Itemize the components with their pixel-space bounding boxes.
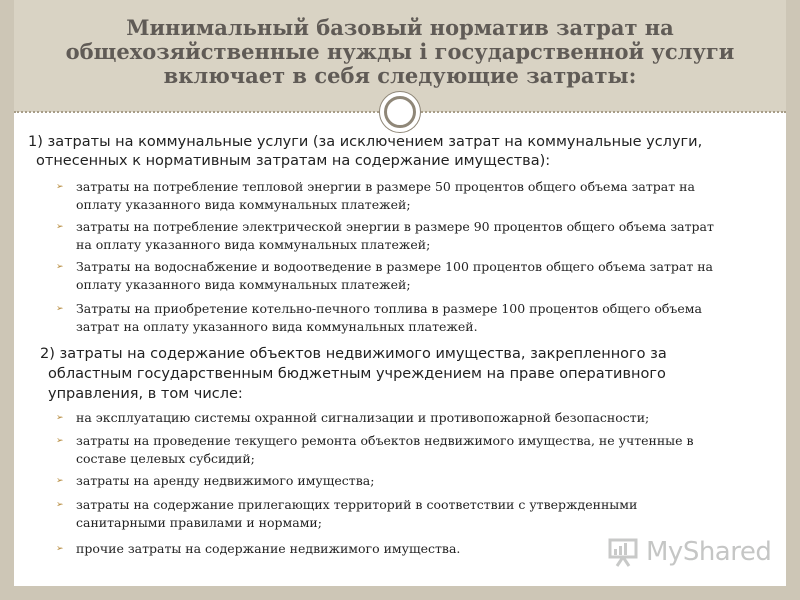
sub-item-line: затраты на содержание прилегающих территорий в соответствии с утвержденными: [76, 497, 638, 512]
sub-item: [56, 432, 694, 468]
list-item-2: [40, 344, 667, 404]
sub-item-line: оплату указанного вида коммунальных платежей;: [76, 277, 411, 292]
sub-item: [56, 300, 702, 336]
circle-ornament-inner: [384, 96, 416, 128]
watermark-text: MyShared: [646, 537, 772, 567]
arrow-bullet-icon: ➢: [56, 304, 64, 314]
list-item-1: [28, 133, 702, 171]
arrow-bullet-icon: ➢: [56, 436, 64, 446]
sub-item-line: затраты на потребление тепловой энергии в размере 50 процентов общего объема затрат на: [76, 179, 695, 194]
arrow-bullet-icon: ➢: [56, 476, 64, 486]
sub-item-line: Затраты на водоснабжение и водоотведение в размере 100 процентов общего объема затрат на: [76, 259, 713, 274]
sub-item: [56, 409, 650, 427]
sub-item-line: затраты на проведение текущего ремонта объектов недвижимого имущества, не учтенные в: [76, 433, 694, 448]
list-item-1-line: 1) затраты на коммунальные услуги (за исключением затрат на коммунальные услуги,: [28, 134, 703, 150]
title-line-1: Минимальный базовый норматив затрат на: [126, 15, 674, 40]
title-line-2: общехозяйственные нужды і государственной услуги: [65, 39, 735, 64]
sub-item: [56, 540, 461, 558]
sub-item-line: Затраты на приобретение котельно-печного топлива в размере 100 процентов общего объема: [76, 301, 702, 316]
sub-item: [56, 178, 695, 214]
sub-item: [56, 472, 375, 490]
title-line-3: включает в себя следующие затраты:: [163, 63, 637, 88]
sub-item-line: на оплату указанного вида коммунальных платежей;: [76, 237, 431, 252]
sub-item-line: на эксплуатацию системы охранной сигнализации и противопожарной безопасности;: [76, 410, 650, 425]
sub-item-line: составе целевых субсидий;: [76, 451, 255, 466]
sub-item: [56, 496, 638, 532]
list-item-2-line: 2) затраты на содержание объектов недвижимого имущества, закрепленного за: [40, 346, 667, 362]
arrow-bullet-icon: ➢: [56, 182, 64, 192]
presentation-board-icon: [608, 537, 640, 567]
list-item-2-line: управления, в том числе:: [48, 386, 243, 402]
sub-item-line: санитарными правилами и нормами;: [76, 515, 322, 530]
sub-item-line: затраты на потребление электрической энергии в размере 90 процентов общего объема затрат: [76, 219, 714, 234]
arrow-bullet-icon: ➢: [56, 262, 64, 272]
slide-title: [14, 16, 786, 88]
sub-item: [56, 258, 713, 294]
sub-item-line: оплату указанного вида коммунальных платежей;: [76, 197, 411, 212]
sub-item-line: прочие затраты на содержание недвижимого имущества.: [76, 541, 461, 556]
arrow-bullet-icon: ➢: [56, 500, 64, 510]
list-item-1-line: отнесенных к нормативным затратам на содержание имущества):: [36, 153, 551, 169]
myshared-watermark: [608, 536, 771, 568]
arrow-bullet-icon: ➢: [56, 413, 64, 423]
list-item-2-line: областным государственным бюджетным учреждением на праве оперативного: [48, 366, 666, 382]
sub-item-line: затрат на оплату указанного вида коммунальных платежей.: [76, 319, 478, 334]
sub-item: [56, 218, 714, 254]
arrow-bullet-icon: ➢: [56, 222, 64, 232]
sub-item-line: затраты на аренду недвижимого имущества;: [76, 473, 375, 488]
arrow-bullet-icon: ➢: [56, 544, 64, 554]
